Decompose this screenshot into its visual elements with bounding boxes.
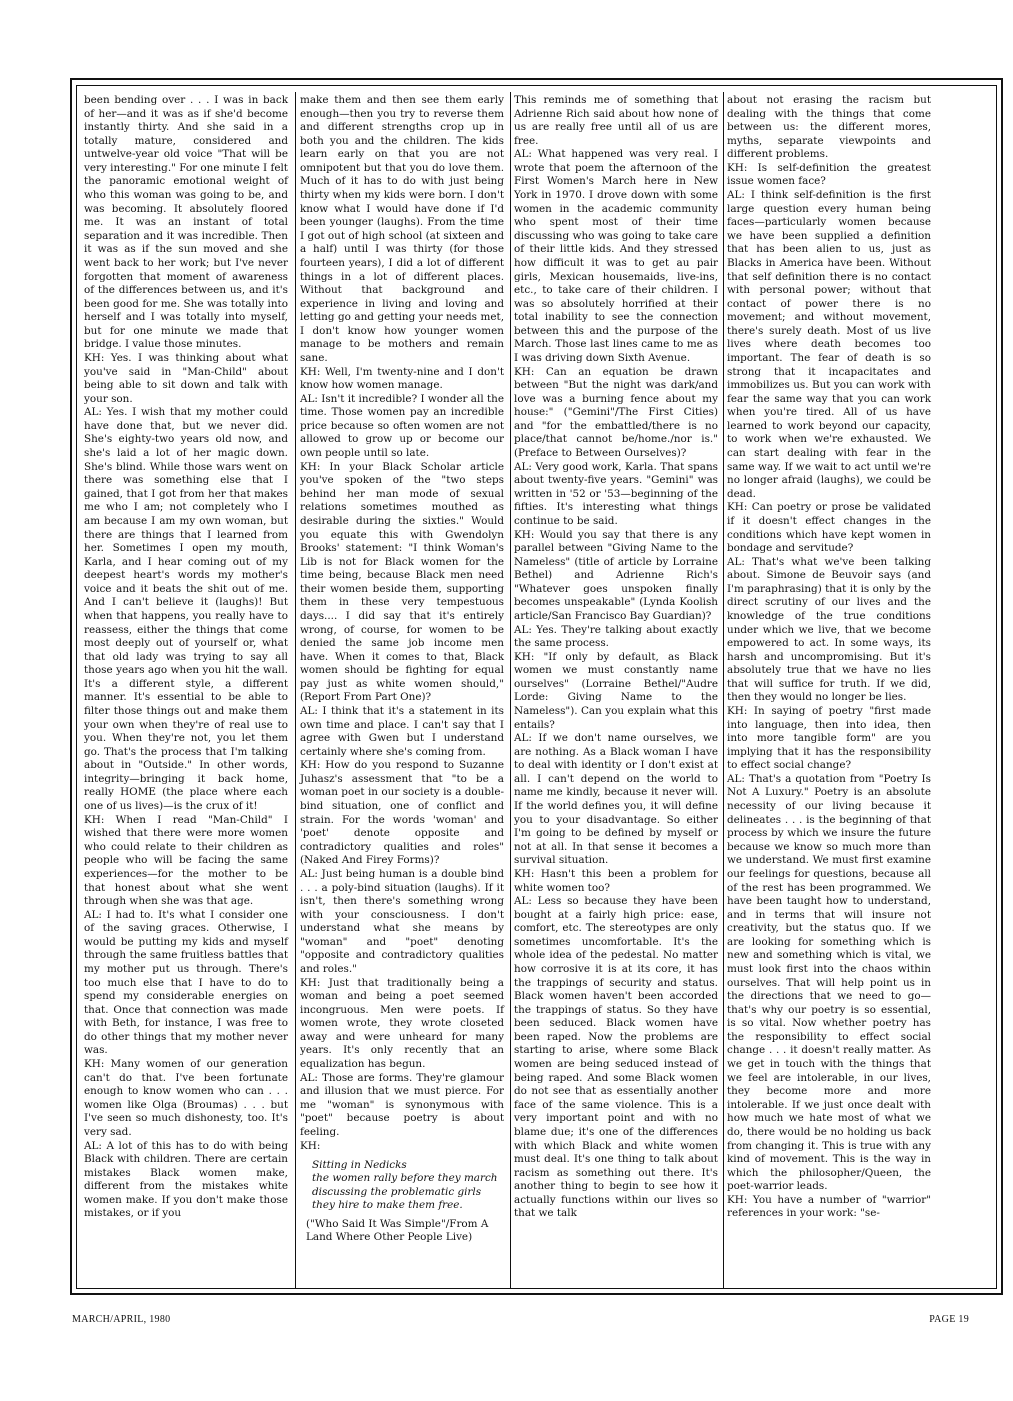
column-2 <box>300 94 504 1245</box>
paragraph: KH: In your Black Scholar article you've spoken of the "two steps behind her man mode of sexual relations sometimes mouthed as desirable during the sixties." Would you equate this with Gwendolyn Brooks' statement: "I think Woman's Lib is not for Black women for the time being, because Black men need their women beside them, supporting them in these very tempestuous days.... I did say that it's entirely wrong, of course, for women to be denied the same job income men have. When it comes to that, Black women should be fighting for equal pay just as white women should," (Report From Part One)? <box>300 460 504 704</box>
paragraph: AL: I think self-definition is the first large question every human being faces—particularly women because we have been supplied a definition that has been alien to us, just as Blacks in America have been. Without that self definition there is no contact with personal power; without that contact of power there is no movement; and without movement, there's surely death. Most of us live lives where death becomes too important. The fear of death is so strong that it incapacitates and immobilizes us. But you can work with fear the same way that you can work when you're tired. All of us have learned to work beyond our capacity, to work when we're exhausted. We can start dealing with fear in the same way. If we wait to act until we're no longer afraid (laughs), we could be dead. <box>727 189 931 500</box>
verse-line: discussing the problematic girls <box>312 1185 482 1198</box>
paragraph: KH: Just that traditionally being a woman and being a poet seemed incongruous. Men were poets. If women wrote, they wrote closeted away and were unheard for many years. It's only recently that an equalization has begun. <box>300 976 504 1071</box>
paragraph: make them and then see them early enough—then you try to reverse them and different strengths crop up in both you and the children. The kids learn early on that you are not omnipotent but that you do love them. Much of it has to do with just being thirty when my kids were born. I don't know what I would have done if I'd been younger (laughs). From the time I got out of high school (at sixteen and a half) until I was thirty (for those fourteen years), I did a lot of different things in a lot of different places. Without that background and experience in living and loving and letting go and getting your needs met, I don't know how younger women manage to be mothers and remain sane. <box>300 94 504 364</box>
paragraph: KH: Can an equation be drawn between "But the night was dark/and love was a burning fence about my house:" ("Gemini"/The First Cities) and "for the embattled/there is no place/that cannot be/home./nor is." (Preface to Between Ourselves)? <box>514 365 718 460</box>
verse-line: Sitting in Nedicks <box>312 1159 407 1172</box>
paragraph: been bending over . . . I was in back of her—and it was as if she'd become instantly thirty. And she said in a totally mature, considered and untwelve-year old voice "That will be very interesting." For one minute I felt the panoramic emotional weight of who this woman was going to be, and was becoming. It absolutely floored me. It was an instant of total separation and it was incredible. Then it was as if the sun moved and she went back to her work; but I've never forgotten that moment of awareness of the differences between us, and it's been good for me. She was totally into herself and I was totally into myself, but for one minute we made that bridge. I value those minutes. <box>84 94 288 351</box>
paragraph: AL: I think that it's a statement in its own time and place. I can't say that I agree with Gwen but I understand certainly where she's coming from. <box>300 705 504 758</box>
verse-line: they hire to make them free. <box>312 1198 463 1211</box>
poem-excerpt <box>312 1159 504 1212</box>
paragraph: AL: Yes. They're talking about exactly the same process. <box>514 623 718 650</box>
paragraph: AL: I had to. It's what I consider one of the saving graces. Otherwise, I would be putting my kids and myself through the same fruitless battles that my mother put us through. There's too much else that I have to do to spend my considerable energies on that. Once that connection was made with Beth, for instance, I was free to do other things that my mother never was. <box>84 908 288 1057</box>
paragraph: AL: Very good work, Karla. That spans about twenty-five years. "Gemini" was written in '52 or '53—beginning of the fifties. It's interesting what things continue to be said. <box>514 460 718 527</box>
paragraph: KH: Hasn't this been a problem for white women too? <box>514 867 718 894</box>
paragraph: KH: "If only by default, as Black women we must constantly name ourselves" (Lorraine Bethel/"Audre Lorde: Giving Name to the Nameless"). Can you explain what this entails? <box>514 650 718 731</box>
paragraph: AL: That's a quotation from "Poetry Is Not A Luxury." Poetry is an absolute necessity of our living because it delineates . . . is the beginning of that process by which we insure the future because we know so much more than we understand. We must first examine our feelings for questions, because all of the rest has been programmed. We have been taught how to understand, and in terms that will insure not creativity, but the status quo. If we are looking for something which is new and something which is vital, we must look first into the chaos within ourselves. That will help point us in the directions that we need to go—that's why our poetry is so essential, is so vital. Now whether poetry has the responsibility to effect social change . . . it doesn't really matter. As we get in touch with the things that we feel are intolerable, in our lives, they become more and more intolerable. If we just once dealt with how much we hate most of what we do, there would be no holding us back from changing it. This is true with any kind of movement. This is the way in which the philosopher/Queen, the poet-warrior leads. <box>727 772 931 1193</box>
paragraph: KH: Yes. I was thinking about what you've said in "Man-Child" about being able to sit down and talk with your son. <box>84 351 288 405</box>
column-3 <box>514 94 718 1221</box>
column-rule <box>510 92 511 1288</box>
paragraph: AL: Just being human is a double bind . . . a poly-bind situation (laughs). If it isn't, then there's something wrong with your consciousness. I don't understand what she means by "woman" and "poet" denoting "opposite and contradictory qualities and roles." <box>300 867 504 975</box>
paragraph: KH: Well, I'm twenty-nine and I don't know how women manage. <box>300 365 504 392</box>
paragraph: KH: Would you say that there is any parallel between "Giving Name to the Nameless" (title of article by Lorraine Bethel) and Adrienne Rich's "Whatever goes unspoken finally becomes unspeakable" (Lynda Koolish article/San Francisco Bay Guardian)? <box>514 528 718 622</box>
paragraph: about not erasing the racism but dealing with the things that come between us: the different mores, myths, separate viewpoints and different problems. <box>727 94 931 161</box>
column-rule <box>295 92 296 1288</box>
paragraph: KH: In saying of poetry "first made into language, then into idea, then into more tangible form" are you implying that it has the responsibility to effect social change? <box>727 705 931 772</box>
paragraph: AL: Isn't it incredible? I wonder all the time. Those women pay an incredible price because so often women are not allowed to grow up or become our own people until so late. <box>300 392 504 460</box>
paragraph: KH: How do you respond to Suzanne Juhasz's assessment that "to be a woman poet in our society is a double-bind situation, one of conflict and strain. For the words 'woman' and 'poet' denote opposite and contradictory qualities and roles" (Naked And Firey Forms)? <box>300 759 504 867</box>
paragraph: KH: <box>300 1139 321 1152</box>
paragraph: AL: That's what we've been talking about. Simone de Beuvoir says (and I'm paraphrasing) that it is only by the direct scrutiny of our lives and the knowledge of the true conditions under which we live, that we become empowered to act. In some ways, its harsh and uncompromising. But it's absolutely true that we have no lies that will suffice for truth. If we did, then they would no longer be lies. <box>727 555 931 704</box>
paragraph: This reminds me of something that Adrienne Rich said about how none of us are really free until all of us are free. <box>514 94 718 147</box>
footer-page-number: PAGE 19 <box>929 1314 969 1325</box>
column-1 <box>84 94 288 1221</box>
paragraph: KH: Many women of our generation can't do that. I've been fortunate enough to know women who can . . . women like Olga (Broumas) . . . but I've seen so much dishonesty, too. It's very sad. <box>84 1058 288 1138</box>
paragraph: AL: Yes. I wish that my mother could have done that, but we never did. She's eighty-two years old now, and she's laid a lot of her magic down. She's blind. While those wars went on there was something else that I gained, that I got from her that makes me who I am; not completely who I am because I am my own woman, but there are things that I learned from her. Sometimes I open my mouth, Karla, and I hear coming out of my deepest heart's words my mother's voice and it beats the shit out of me. And I can't believe it (laughs)! But when that happens, you really have to reassess, either the things that come most deeply out of yourself or, what that old lady was trying to say all those years ago when you hit the wall. It's a different style, a different manner. It's essential to be able to filter those things out and make them your own when they're of real use to you. When they're not, you let them go. That's the process that I'm talking about in "Outside." In other words, integrity—bringing it back home, really HOME (the place where each one of us lives)—is the crux of it! <box>84 406 288 813</box>
footer-issue-date: MARCH/APRIL, 1980 <box>72 1314 171 1325</box>
column-rule <box>723 92 724 1288</box>
paragraph: AL: Those are forms. They're glamour and illusion that we must pierce. For me "woman" is synonymous with "poet" because poetry is about feeling. <box>300 1071 504 1138</box>
paragraph: AL: If we don't name ourselves, we are nothing. As a Black woman I have to deal with identity or I don't exist at all. I can't depend on the world to name me kindly, because it never will. If the world defines you, it will define you to your disadvantage. So either I'm going to be defined by myself or not at all. In that sense it becomes a survival situation. <box>514 732 718 867</box>
column-4 <box>727 94 931 1221</box>
paragraph: AL: A lot of this has to do with being Black with children. There are certain mistakes Black women make, different from the mistakes white women make. If you don't make those mistakes, or if you <box>84 1139 288 1220</box>
poem-citation: ("Who Said It Was Simple"/From A Land Where Other People Live) <box>306 1217 489 1244</box>
verse-line: the women rally before they march <box>312 1172 498 1185</box>
paragraph: KH: You have a number of "warrior" references in your work: "se- <box>727 1193 931 1220</box>
paragraph: KH: Can poetry or prose be validated if it doesn't effect changes in the conditions which have kept women in bondage and servitude? <box>727 501 931 555</box>
paragraph: KH: Is self-definition the greatest issue women face? <box>727 161 931 188</box>
paragraph: AL: What happened was very real. I wrote that poem the afternoon of the First Women's March here in New York in 1970. I drove down with some women in the academic community who spent most of their time discussing who was going to take care of their little kids. And they stressed how difficult it was to get au pair girls, Mexican housemaids, live-ins, etc., to take care of their children. I was so absolutely horrified at their total inability to see the connection between this and the purpose of the March. Those last lines came to me as I was driving down Sixth Avenue. <box>514 148 718 364</box>
paragraph: KH: When I read "Man-Child" I wished that there were more women who could relate to their children as people who will be facing the same experiences—for the mother to be that honest about what she went through when she was that age. <box>84 813 288 908</box>
paragraph: AL: Less so because they have been bought at a fairly high price: ease, comfort, etc. The stereotypes are only sometimes uncomfortable. It's the whole idea of the pedestal. No matter how corrosive it is at its core, it has the trappings of security and status. Black women haven't been accorded the trappings of status. So they have been seduced. Black women have been raped. Now the problems are starting to arise, where some Black women are being seduced instead of being raped. And some Black women do not see that as essentially another face of the same violence. This is a very important point and with no blame due; it's one of the differences with which Black and white women must deal. It's one thing to talk about racism as something out there. It's another thing to begin to see how it actually functions within our lives so that we talk <box>514 895 718 1220</box>
